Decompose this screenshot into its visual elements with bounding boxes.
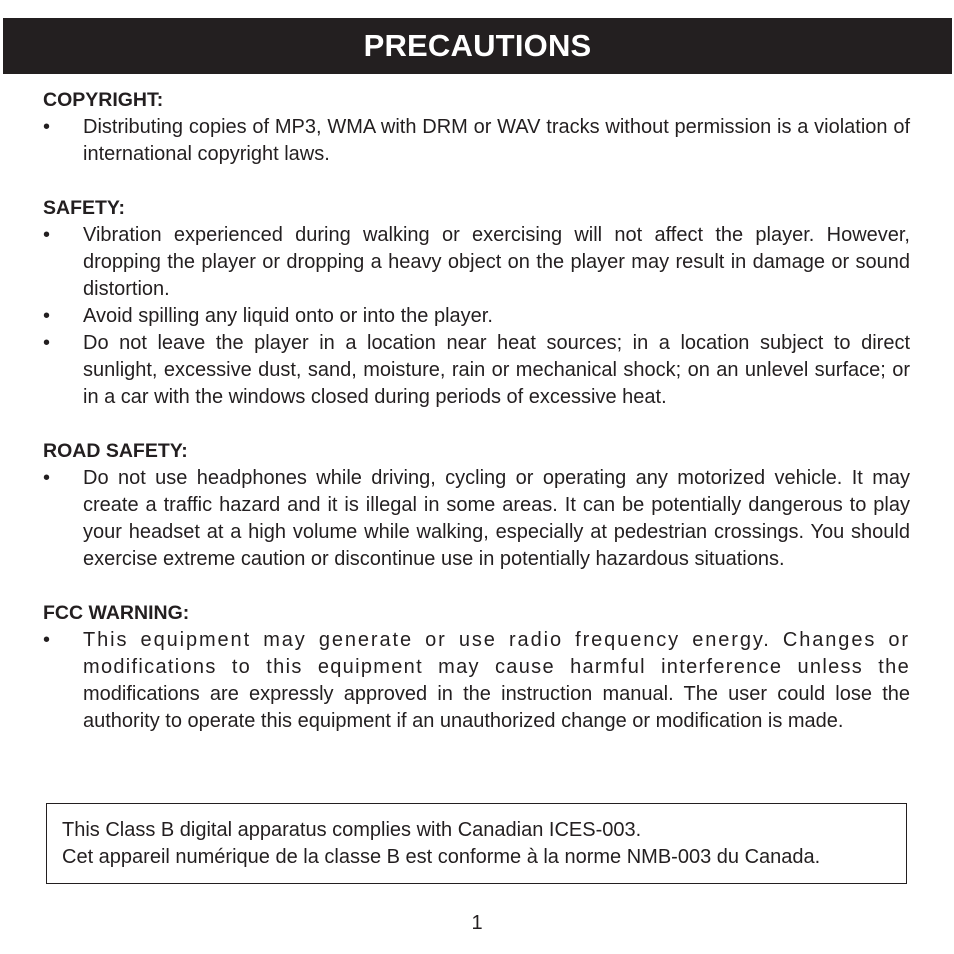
section-safety [43,195,910,411]
bullet-icon: • [43,224,51,246]
section-road-safety [43,438,910,573]
section-copyright [43,87,910,168]
page-title: PRECAUTIONS [363,28,592,63]
section-heading-copyright: COPYRIGHT: [43,89,164,111]
notice-line-french: Cet appareil numérique de la classe B est conforme à la norme NMB-003 du Canada. [62,846,821,868]
list-item [43,627,910,735]
list-item [43,330,910,411]
bullet-list-copyright [43,114,910,168]
bullet-icon: • [43,467,51,489]
header-bar [3,18,952,74]
list-item-text: Distributing copies of MP3, WMA with DRM or WAV tracks without permission is a violation of international copyright laws. [83,116,910,165]
list-item-text: Do not use headphones while driving, cycling or operating any motorized vehicle. It may create a traffic hazard and it is illegal in some areas. It can be potentially dangerous to play your headset at a high volume while walking, especially at pedestrian crossings. You should exercise extreme caution or discontinue use in potentially hazardous situations. [83,467,910,570]
fcc-text-rest: modifications are expressly approved in the instruction manual. The user could lose the authority to operate this equipment if an unauthorized change or modification is made. [83,683,910,732]
list-item-text: Avoid spilling any liquid onto or into the player. [83,305,493,327]
precautions-content [43,87,910,762]
section-heading-fcc-warning: FCC WARNING: [43,602,190,624]
bullet-list-road-safety [43,465,910,573]
list-item [43,114,910,168]
page-number: 1 [471,912,483,934]
section-heading-road-safety: ROAD SAFETY: [43,440,188,462]
bullet-icon: • [43,116,51,138]
bullet-icon: • [43,305,51,327]
list-item [43,465,910,573]
fcc-text-line-2: modifications to this equipment may cause harmful interference unless the [83,656,910,678]
canada-compliance-notice [46,803,907,884]
bullet-icon: • [43,332,51,354]
section-heading-safety: SAFETY: [43,197,125,219]
bullet-list-safety [43,222,910,411]
list-item-text: Do not leave the player in a location near heat sources; in a location subject to direct sunlight, excessive dust, sand, moisture, rain or mechanical shock; on an unlevel surface; or in a car with the windows closed during periods of excessive heat. [83,332,910,408]
notice-line-english: This Class B digital apparatus complies with Canadian ICES-003. [62,819,642,841]
section-fcc-warning [43,600,910,735]
list-item [43,303,910,330]
list-item [43,222,910,303]
list-item-text: Vibration experienced during walking or exercising will not affect the player. However, dropping the player or dropping a heavy object on the player may result in damage or sound distortion. [83,224,910,300]
fcc-text-line-1: This equipment may generate or use radio frequency energy. Changes or [83,629,910,651]
bullet-list-fcc-warning [43,627,910,735]
bullet-icon: • [43,629,51,651]
